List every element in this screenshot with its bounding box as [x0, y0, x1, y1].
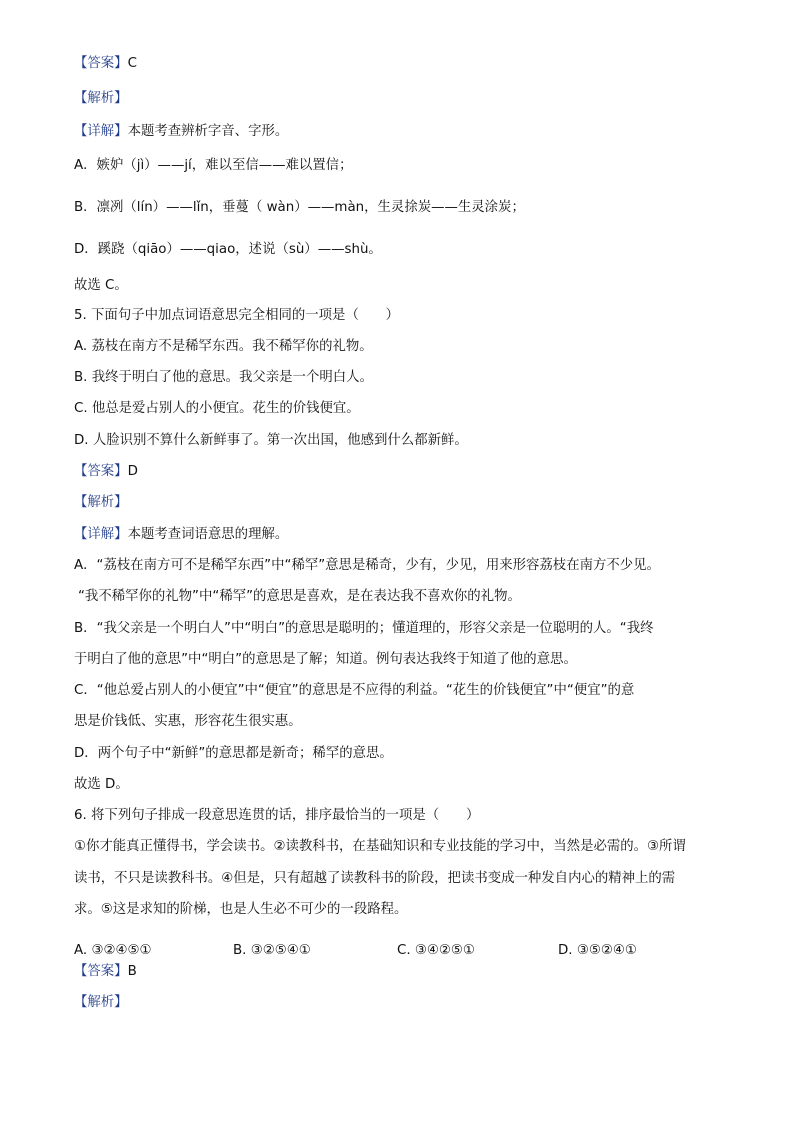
line-text: 读书，不只是读教科书。④但是，只有超越了读教科书的阶段，把读书变成一种发自内心的精神上的需	[74, 871, 676, 886]
line-text: D	[127, 464, 138, 479]
text-line	[74, 198, 734, 218]
line-text: A．“荔枝在南方可不是稀罕东西”中“稀罕”意思是稀奇，少有，少见，用来形容荔枝在南方不少见。	[74, 558, 660, 573]
text-line	[74, 156, 734, 176]
line-text: 6. 将下列句子排成一段意思连贯的话，排序最恰当的一项是（ ）	[74, 808, 480, 823]
section-tag: 【答案】	[74, 56, 128, 71]
line-text: D. 人脸识别不算什么新鲜事了。第一次出国，他感到什么都新鲜。	[74, 433, 468, 448]
section-tag: 【解析】	[74, 91, 128, 106]
line-text: 故选 D。	[74, 777, 129, 792]
text-line	[74, 431, 734, 451]
line-text: 求。⑤这是求知的阶梯，也是人生必不可少的一段路程。	[74, 902, 408, 917]
line-text: A. 荔枝在南方不是稀罕东西。我不稀罕你的礼物。	[74, 339, 373, 354]
section-tag: 【解析】	[74, 495, 128, 510]
text-line	[78, 587, 734, 607]
line-text: B	[127, 964, 137, 979]
text-line	[74, 837, 734, 857]
option-a: A. ③②④⑤①	[74, 943, 152, 958]
text-line	[74, 619, 734, 639]
option-c: C. ③④②⑤①	[397, 943, 475, 958]
line-text: “我不稀罕你的礼物”中“稀罕”的意思是喜欢，是在表达我不喜欢你的礼物。	[78, 589, 521, 604]
section-tag: 【答案】	[74, 964, 128, 979]
text-line	[74, 525, 734, 545]
section-tag: 【答案】	[74, 464, 128, 479]
line-text: C. 他总是爱占别人的小便宜。花生的价钱便宜。	[74, 401, 360, 416]
text-line	[74, 869, 734, 889]
text-line	[74, 276, 734, 296]
text-line	[74, 712, 734, 732]
line-text: C	[127, 56, 137, 71]
text-line	[74, 240, 734, 260]
line-text: ①你才能真正懂得书，学会读书。②读教科书，在基础知识和专业技能的学习中，当然是必需的。③所谓	[74, 839, 686, 854]
section-tag: 【详解】	[74, 527, 128, 542]
section-tag: 【解析】	[74, 995, 128, 1010]
line-text: D．两个句子中“新鲜”的意思都是新奇；稀罕的意思。	[74, 746, 393, 761]
text-line	[74, 962, 734, 982]
option-b: B. ③②⑤④①	[233, 943, 311, 958]
text-line	[74, 993, 734, 1013]
text-line	[74, 368, 734, 388]
text-line	[74, 306, 734, 326]
line-text: 本题考查词语意思的理解。	[127, 527, 289, 542]
text-line	[74, 744, 734, 764]
question-6-options	[74, 941, 734, 961]
text-line	[74, 556, 734, 576]
text-line	[74, 775, 734, 795]
line-text: 故选 C。	[74, 278, 128, 293]
line-text: D．蹊跷（qiāo）——qiao，述说（sù）——shù。	[74, 242, 382, 257]
text-line	[74, 900, 734, 920]
text-line	[74, 122, 734, 142]
option-d: D. ③⑤②④①	[558, 943, 637, 958]
line-text: B．凛冽（lín）——lǐn，垂蔓（ wàn）——màn，生灵捈炭——生灵涂炭；	[74, 200, 525, 215]
line-text: B. 我终于明白了他的意思。我父亲是一个明白人。	[74, 370, 373, 385]
line-text: 5. 下面句子中加点词语意思完全相同的一项是（ ）	[74, 308, 400, 323]
text-line	[74, 650, 734, 670]
line-text: 于明白了他的意思”中“明白”的意思是了解；知道。例句表达我终于知道了他的意思。	[74, 652, 577, 667]
line-text: 思是价钱低、实惠，形容花生很实惠。	[74, 714, 302, 729]
text-line	[74, 493, 734, 513]
line-text: B．“我父亲是一个明白人”中“明白”的意思是聪明的；懂道理的，形容父亲是一位聪明的人。“我终	[74, 621, 654, 636]
line-text: C．“他总爱占别人的小便宜”中“便宜”的意思是不应得的利益。“花生的价钱便宜”中“便宜”的意	[74, 683, 635, 698]
text-line	[74, 806, 734, 826]
text-line	[74, 399, 734, 419]
line-text: A．嫉妒（jì）——jí，难以至信——难以置信；	[74, 158, 353, 173]
text-line	[74, 462, 734, 482]
text-line	[74, 89, 734, 109]
text-line	[74, 337, 734, 357]
section-tag: 【详解】	[74, 124, 128, 139]
line-text: 本题考查辨析字音、字形。	[127, 124, 289, 139]
text-line	[74, 681, 734, 701]
text-line	[74, 54, 734, 74]
